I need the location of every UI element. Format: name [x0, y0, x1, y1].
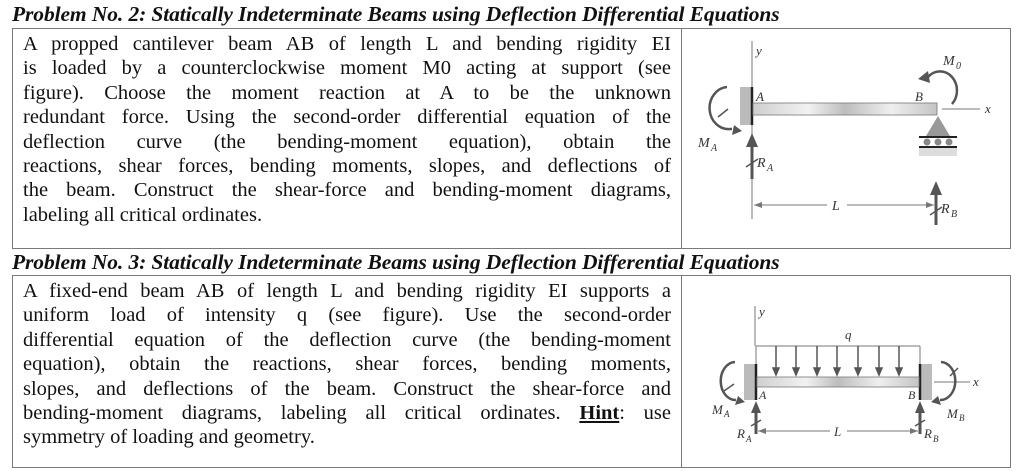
statement-line: deflection curve (the bending-moment equation), obtain the — [23, 130, 671, 153]
statement-line: the beam. Construct the shear-force and bending-moment diagrams, — [23, 179, 671, 202]
svg-text:R: R — [737, 426, 745, 441]
svg-text:R: R — [757, 156, 766, 171]
svg-text:A: A — [759, 388, 767, 402]
svg-text:B: B — [959, 413, 965, 423]
wall-a-icon — [744, 364, 756, 400]
beam-icon — [757, 377, 919, 387]
svg-text:R: R — [941, 202, 950, 217]
fixed-end-beam-diagram — [682, 276, 1010, 466]
hint-label: Hint — [579, 402, 620, 425]
statement-line: A propped cantilever beam AB of length L and bending rigidity EI — [23, 33, 671, 55]
problem-3-statement — [13, 276, 682, 467]
problem-2-box — [12, 28, 1011, 249]
statement-line: slopes, and deflections of the beam. Construct the shear-force and — [23, 377, 671, 400]
problem-2-statement — [13, 29, 682, 248]
svg-text:R: R — [924, 426, 932, 441]
svg-text:A: A — [711, 143, 718, 154]
svg-text:B: B — [908, 388, 916, 402]
problem-2-heading — [12, 2, 780, 26]
svg-text:y: y — [756, 43, 762, 58]
statement-line: figure). Choose the moment reaction at A to be the unknown — [23, 81, 671, 104]
svg-text:q: q — [845, 327, 852, 342]
problem-3-heading — [12, 250, 780, 274]
propped-cantilever-figure — [682, 29, 1010, 248]
svg-text:M: M — [712, 402, 723, 417]
statement-line: labeling all critical ordinates. — [23, 203, 263, 226]
svg-text:B: B — [933, 434, 939, 444]
svg-text:L: L — [834, 424, 842, 439]
statement-line: redundant force. Using the second-order differential equation of the — [23, 106, 671, 129]
wall-b-icon — [920, 364, 932, 400]
svg-text:0: 0 — [956, 61, 961, 72]
statement-line: reactions, shear forces, bending moments, slopes, and deflections of — [23, 155, 671, 178]
statement-line: uniform load of intensity q (see figure). Use the second-order — [23, 304, 671, 327]
problem-3-box — [12, 275, 1011, 468]
problem-2-heading-text: Problem No. 2: Statically Indeterminate Beams using Deflection Differential Equations — [12, 2, 780, 26]
moment-a-arrow-icon — [721, 362, 736, 400]
svg-text:B: B — [951, 209, 958, 220]
svg-text:x: x — [973, 374, 979, 389]
svg-text:x: x — [985, 101, 991, 116]
fixed-end-beam-figure — [682, 276, 1010, 467]
statement-line: symmetry of loading and geometry. — [23, 426, 315, 449]
svg-text:L: L — [832, 199, 840, 214]
svg-text:M: M — [943, 54, 955, 69]
statement-line-with-hint: bending-moment diagrams, labeling all critical ordinates. Hint: use — [23, 402, 671, 425]
svg-text:M: M — [698, 136, 710, 151]
wall-a-icon — [740, 87, 752, 125]
propped-cantilever-diagram — [682, 29, 1010, 247]
beam-icon — [753, 103, 937, 115]
moment-b-arrow-icon — [940, 362, 955, 400]
statement-line: is loaded by a counterclockwise moment M0 acting at support (see — [23, 57, 671, 80]
statement-line: differential equation of the deflection curve (the bending-moment — [23, 328, 671, 351]
svg-text:M: M — [947, 406, 958, 421]
problem-3-heading-text: Problem No. 3: Statically Indeterminate Beams using Deflection Differential Equations — [12, 250, 780, 274]
statement-line: A fixed-end beam AB of length L and bending rigidity EI supports a — [23, 280, 671, 302]
statement-line: equation), obtain the reactions, shear forces, bending moments, — [23, 353, 671, 376]
svg-text:A: A — [746, 434, 752, 444]
svg-text:y: y — [759, 304, 765, 319]
svg-text:A: A — [767, 163, 774, 174]
svg-text:B: B — [915, 89, 923, 104]
svg-text:A: A — [756, 89, 764, 104]
moment-a-arrow-icon — [710, 87, 732, 129]
roller-support-icon — [926, 116, 950, 136]
distributed-load-icon — [773, 346, 902, 375]
svg-text:A: A — [724, 409, 730, 419]
moment-m0-arrow-icon — [928, 71, 957, 104]
